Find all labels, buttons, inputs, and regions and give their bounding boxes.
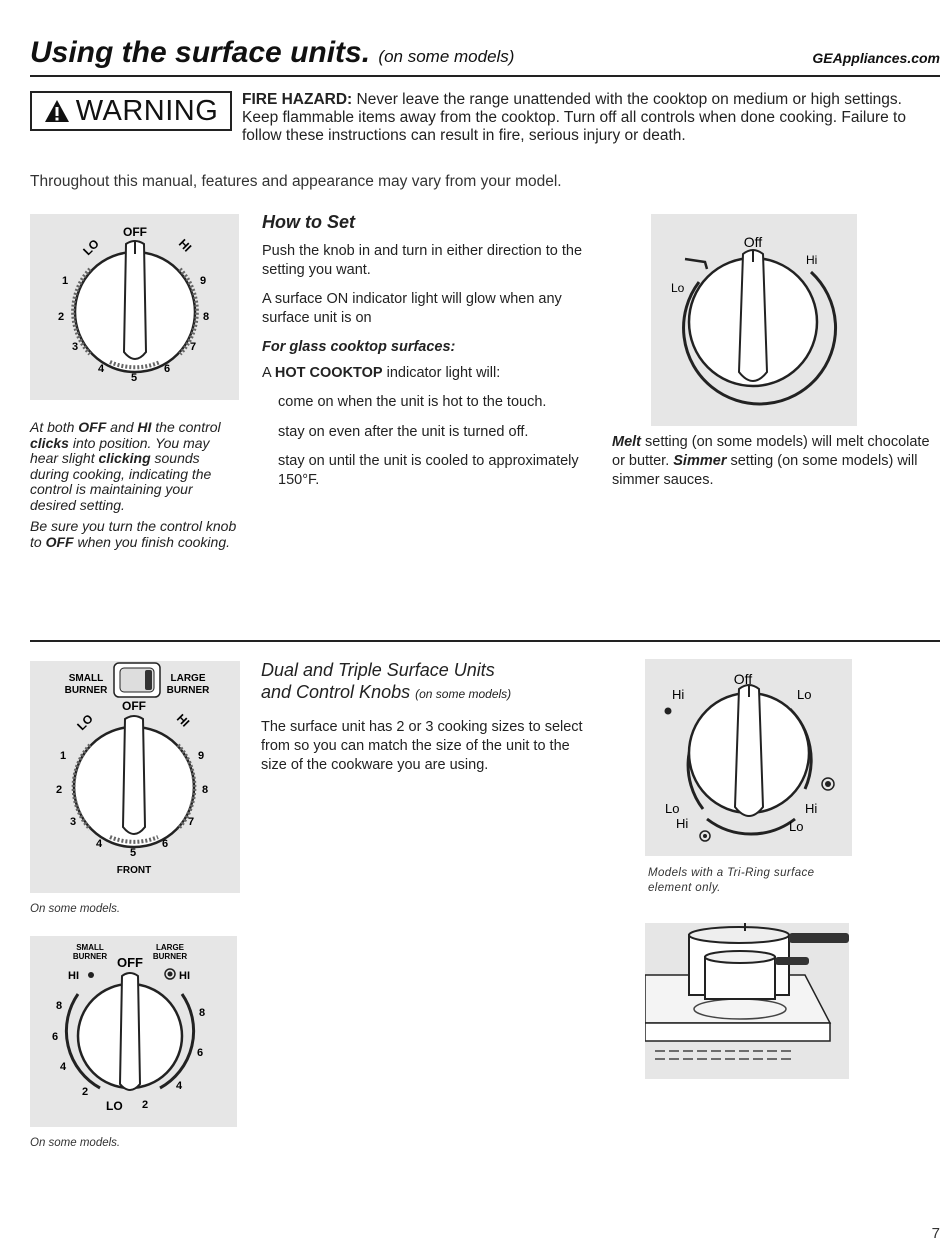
page-title: Using the surface units. (on some models) [30, 36, 515, 69]
knob3-num-9: 9 [198, 750, 205, 762]
knob3-num-3: 3 [70, 816, 77, 828]
glass-heading: For glass cooktop surfaces: [262, 339, 456, 355]
control-knob-diagram-5 [30, 936, 237, 1127]
knob3-large: LARGE [170, 673, 206, 684]
how-to-set-section [262, 212, 602, 490]
control-knob-diagram-2 [651, 214, 857, 426]
knob4-hi-right: Hi [805, 801, 818, 816]
knob5-hi-right: HI [179, 970, 190, 982]
dual-note: (on some models) [415, 687, 512, 701]
knob5-right-6: 6 [197, 1047, 204, 1059]
knob-panel-4 [645, 659, 852, 856]
knob3-num-7: 7 [188, 816, 195, 828]
warning-lead: FIRE HAZARD: [242, 91, 353, 108]
knob5-right-2: 2 [142, 1099, 149, 1111]
knob-panel-3 [30, 661, 240, 893]
knob3-num-8: 8 [202, 784, 209, 796]
how-to-set-p3: A HOT COOKTOP indicator light will: [262, 365, 501, 381]
knob3-num-2: 2 [56, 784, 63, 796]
left-caption-p1: At both OFF and HI the control clicks into position. You may hear slight clicking sounds during cooking, indicating the control is maintaining your desired setting. [30, 419, 221, 513]
warning-triangle-icon [44, 99, 70, 123]
knob1-label-8: 8 [203, 311, 210, 323]
knob3-burner-right: BURNER [166, 685, 210, 696]
how-to-set-p1: Push the knob in and turn in either direction to the setting you want. [262, 243, 583, 278]
knob4-off: Off [733, 671, 753, 687]
title-note: (on some models) [378, 47, 515, 66]
knob1-label-6: 6 [164, 363, 171, 375]
knob3-hi: HI [173, 711, 193, 730]
warning-box [30, 91, 232, 131]
on-some-models-1: On some models. [30, 903, 121, 915]
knob5-off: OFF [117, 955, 143, 970]
dual-section [261, 659, 591, 775]
knob-panel-1 [30, 214, 239, 400]
knob3-lo: LO [74, 711, 96, 734]
knob4-hi-left: Hi [676, 816, 689, 831]
indicator-item-2: stay on even after the unit is turned off. [278, 424, 529, 440]
on-some-models-2: On some models. [30, 1137, 121, 1149]
knob2-label-off: Off [743, 234, 763, 250]
knob1-label-7: 7 [190, 341, 197, 353]
dual-heading: Dual and Triple Surface Units and Control Knobs (on some models) [261, 660, 512, 702]
knob5-left-4: 4 [60, 1061, 67, 1073]
knob2-label-hi: Hi [806, 253, 818, 267]
knob1-label-9: 9 [200, 275, 207, 287]
knob1-label-1: 1 [62, 275, 69, 287]
knob5-right-8: 8 [199, 1007, 206, 1019]
knob5-right-4: 4 [176, 1080, 183, 1092]
how-to-set-p2: A surface ON indicator light will glow when any surface unit is on [262, 291, 562, 326]
knob3-off: OFF [122, 699, 146, 713]
knob1-label-lo: LO [80, 236, 102, 259]
trirang-caption: Models with a Tri-Ring surface element only. [648, 867, 815, 894]
control-knob-diagram-4 [645, 659, 852, 856]
knob5-large: LARGE [156, 943, 184, 952]
knob4-hi-top: Hi [672, 687, 685, 702]
knob1-label-off: OFF [123, 225, 147, 239]
page-number: 7 [931, 1225, 940, 1242]
knob1-label-hi: HI [175, 236, 195, 255]
warning-body: Never leave the range unattended with the cooktop on medium or high settings. Keep flammable items away from the cooktop. Turn off all controls when done cooking. Failure to follow these instructions can result in fire, serious injury or death. [242, 91, 906, 144]
knob4-lo-top: Lo [797, 687, 812, 702]
knob2-label-lo: Lo [671, 281, 685, 295]
melt-caption: Melt setting (on some models) will melt chocolate or butter. Simmer setting (on some models) will simmer sauces. [612, 434, 930, 488]
knob3-front: FRONT [116, 865, 152, 876]
indicator-item-1: come on when the unit is hot to the touch. [278, 394, 547, 410]
dual-text: The surface unit has 2 or 3 cooking sizes to select from so you can match the size of the unit to the size of the cookware you are using. [261, 719, 583, 773]
knob5-left-8: 8 [56, 1000, 63, 1012]
knob1-label-2: 2 [58, 311, 65, 323]
header-rule [30, 75, 940, 77]
knob1-label-5: 5 [131, 372, 138, 384]
knob5-hi-left: HI [68, 970, 79, 982]
intro-text: Throughout this manual, features and appearance may vary from your model. [30, 173, 562, 190]
knob3-num-5: 5 [130, 847, 137, 859]
knob3-num-6: 6 [162, 838, 169, 850]
knob1-label-3: 3 [72, 341, 79, 353]
knob-panel-2 [651, 214, 857, 426]
knob3-burner-left: BURNER [64, 685, 108, 696]
knob3-num-4: 4 [96, 838, 103, 850]
knob5-small: SMALL [76, 943, 104, 952]
knob3-small: SMALL [68, 673, 104, 684]
knob5-lo: LO [106, 1099, 123, 1113]
section-rule [30, 640, 940, 642]
left-caption-p2: Be sure you turn the control knob to OFF when you finish cooking. [30, 518, 237, 550]
knob-panel-5 [30, 936, 237, 1127]
left-caption [30, 420, 240, 550]
cookware-on-cooktop-image [645, 923, 849, 1079]
control-knob-diagram-3 [30, 661, 240, 893]
site-url: GEAppliances.com [812, 50, 940, 66]
knob4-lo-left: Lo [665, 801, 680, 816]
knob3-num-1: 1 [60, 750, 67, 762]
warning-text [242, 91, 942, 145]
knob5-burner-left: BURNER [72, 952, 108, 961]
control-knob-diagram-1 [30, 214, 239, 400]
knob5-left-6: 6 [52, 1031, 59, 1043]
knob5-burner-right: BURNER [152, 952, 188, 961]
indicator-item-3: stay on until the unit is cooled to approximately 150°F. [278, 453, 579, 488]
cookware-illustration [645, 923, 849, 1079]
knob1-label-4: 4 [98, 363, 105, 375]
how-to-set-heading: How to Set [262, 212, 355, 232]
knob4-lo-right: Lo [789, 819, 804, 834]
knob5-left-2: 2 [82, 1086, 89, 1098]
warning-label: WARNING [75, 94, 219, 127]
